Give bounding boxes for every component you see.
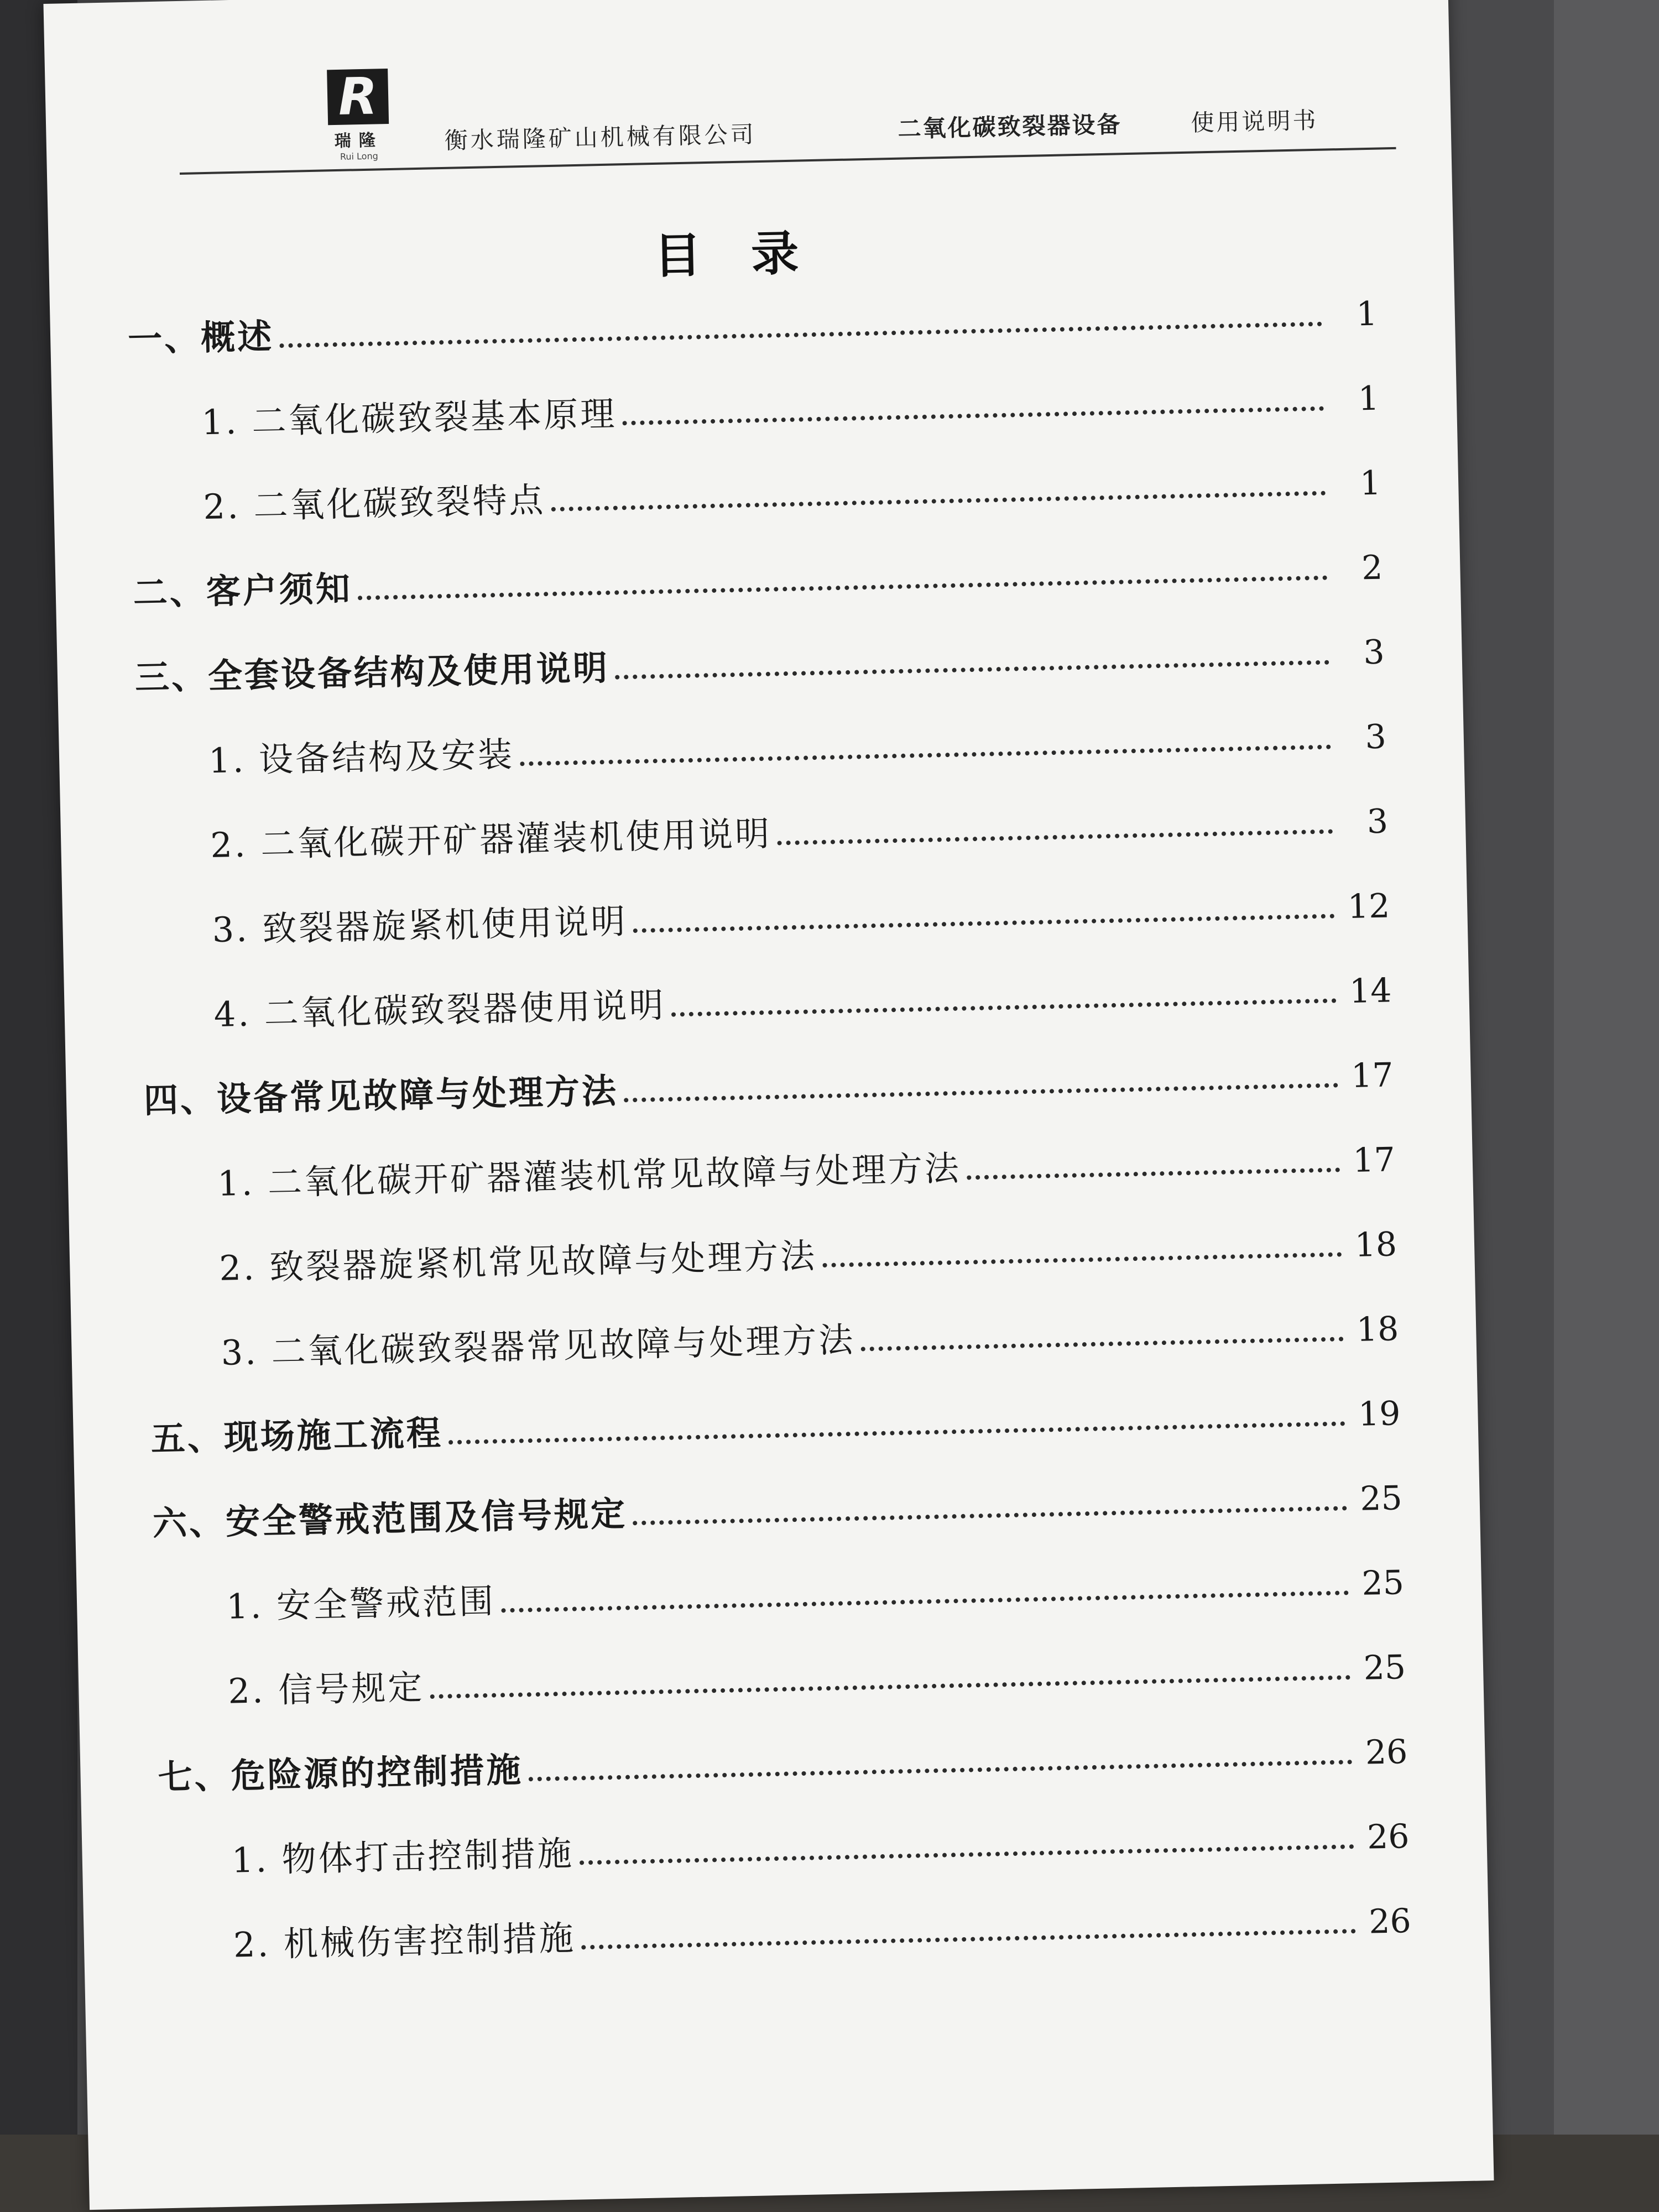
toc-entry-label: 2. 机械伤害控制措施 [233, 1917, 576, 1965]
toc-leader-dots [501, 1590, 1349, 1613]
company-logo [310, 68, 406, 163]
toc-leader-dots [633, 1506, 1347, 1525]
toc-entry-label: 2. 信号规定 [227, 1667, 425, 1712]
toc-page-number: 1 [1358, 379, 1380, 419]
toc-entry-label: 二、客户须知 [133, 568, 353, 613]
toc-page-number: 1 [1355, 294, 1378, 334]
toc-page-number: 17 [1350, 1056, 1394, 1095]
toc-entry-label: 3. 二氧化碳致裂器常见故障与处理方法 [220, 1319, 856, 1373]
toc-page-number: 19 [1358, 1394, 1401, 1434]
page-header [178, 48, 1396, 189]
toc-leader-dots [777, 830, 1333, 846]
toc-entry-label: 七、危险源的控制措施 [157, 1749, 524, 1798]
toc-page-number: 3 [1366, 802, 1389, 842]
toc-page-number: 2 [1361, 548, 1384, 588]
company-name: 衡水瑞隆矿山机械有限公司 [444, 121, 757, 154]
toc-entry-label: 4. 二氧化碳致裂器使用说明 [213, 984, 666, 1035]
document-page [43, 0, 1494, 2210]
toc-entry-label: 1. 二氧化碳开矿器灌装机常见故障与处理方法 [217, 1147, 962, 1204]
document-type: 使用说明书 [1190, 106, 1318, 137]
logo-subtitle: Rui Long [340, 150, 378, 162]
toc-leader-dots [448, 1421, 1345, 1444]
toc-page-number: 25 [1363, 1648, 1406, 1688]
document-name: 二氧化碳致裂器设备 [898, 111, 1123, 143]
toc-entry-label: 1. 二氧化碳致裂基本原理 [201, 393, 617, 443]
toc-leader-dots [529, 1760, 1353, 1781]
toc-leader-dots [624, 1083, 1338, 1102]
toc-entry-label: 1. 设备结构及安装 [208, 734, 515, 781]
toc-page-number: 1 [1359, 463, 1381, 503]
toc-page-number: 17 [1352, 1140, 1396, 1180]
toc-page-number: 14 [1349, 971, 1392, 1011]
page-title: 目录 [653, 225, 849, 285]
toc-entry-label: 2. 二氧化碳开矿器灌装机使用说明 [210, 813, 772, 866]
toc-page-number: 26 [1365, 1733, 1408, 1772]
toc-leader-dots [861, 1337, 1344, 1351]
toc-page-number: 3 [1364, 717, 1387, 757]
toc-entry-label: 1. 物体打击控制措施 [231, 1833, 575, 1881]
toc-leader-dots [279, 322, 1322, 348]
toc-leader-dots [551, 491, 1326, 512]
toc-entry-label: 三、全套设备结构及使用说明 [134, 647, 610, 698]
toc-leader-dots [430, 1675, 1351, 1699]
logo-name: 瑞隆 [334, 131, 384, 152]
toc-leader-dots [520, 745, 1331, 766]
toc-page-number: 25 [1359, 1479, 1403, 1519]
toc-leader-dots [622, 406, 1324, 426]
toc-page-number: 18 [1354, 1225, 1397, 1265]
toc-entry-label: 2. 二氧化碳致裂特点 [202, 479, 546, 528]
toc-leader-dots [581, 1929, 1356, 1949]
toc-entry-label: 六、安全警戒范围及信号规定 [152, 1493, 628, 1544]
toc-leader-dots [358, 576, 1328, 601]
toc-page-number: 12 [1347, 886, 1390, 926]
toc-entry-label: 2. 致裂器旋紧机常见故障与处理方法 [218, 1235, 817, 1288]
toc-page-number: 25 [1361, 1563, 1405, 1603]
toc-entry-label: 1. 安全警戒范围 [226, 1580, 496, 1627]
toc-page-number: 26 [1366, 1817, 1410, 1857]
background-right [1554, 0, 1659, 2212]
toc-page-number: 26 [1368, 1902, 1412, 1942]
toc-leader-dots [822, 1252, 1342, 1267]
toc-leader-dots [671, 998, 1337, 1016]
toc-leader-dots [615, 660, 1329, 680]
toc-leader-dots [967, 1167, 1340, 1180]
toc-leader-dots [580, 1844, 1354, 1865]
table-of-contents [127, 286, 1412, 2004]
toc-leader-dots [633, 914, 1335, 933]
toc-entry-label: 四、设备常见故障与处理方法 [143, 1070, 619, 1121]
logo-mark: R [327, 69, 389, 125]
toc-entry-label: 五、现场施工流程 [150, 1412, 444, 1459]
toc-page-number: 18 [1356, 1310, 1399, 1349]
toc-page-number: 3 [1363, 633, 1385, 672]
toc-entry-label: 3. 致裂器旋紧机使用说明 [211, 901, 628, 951]
toc-entry-label: 一、概述 [127, 316, 274, 359]
